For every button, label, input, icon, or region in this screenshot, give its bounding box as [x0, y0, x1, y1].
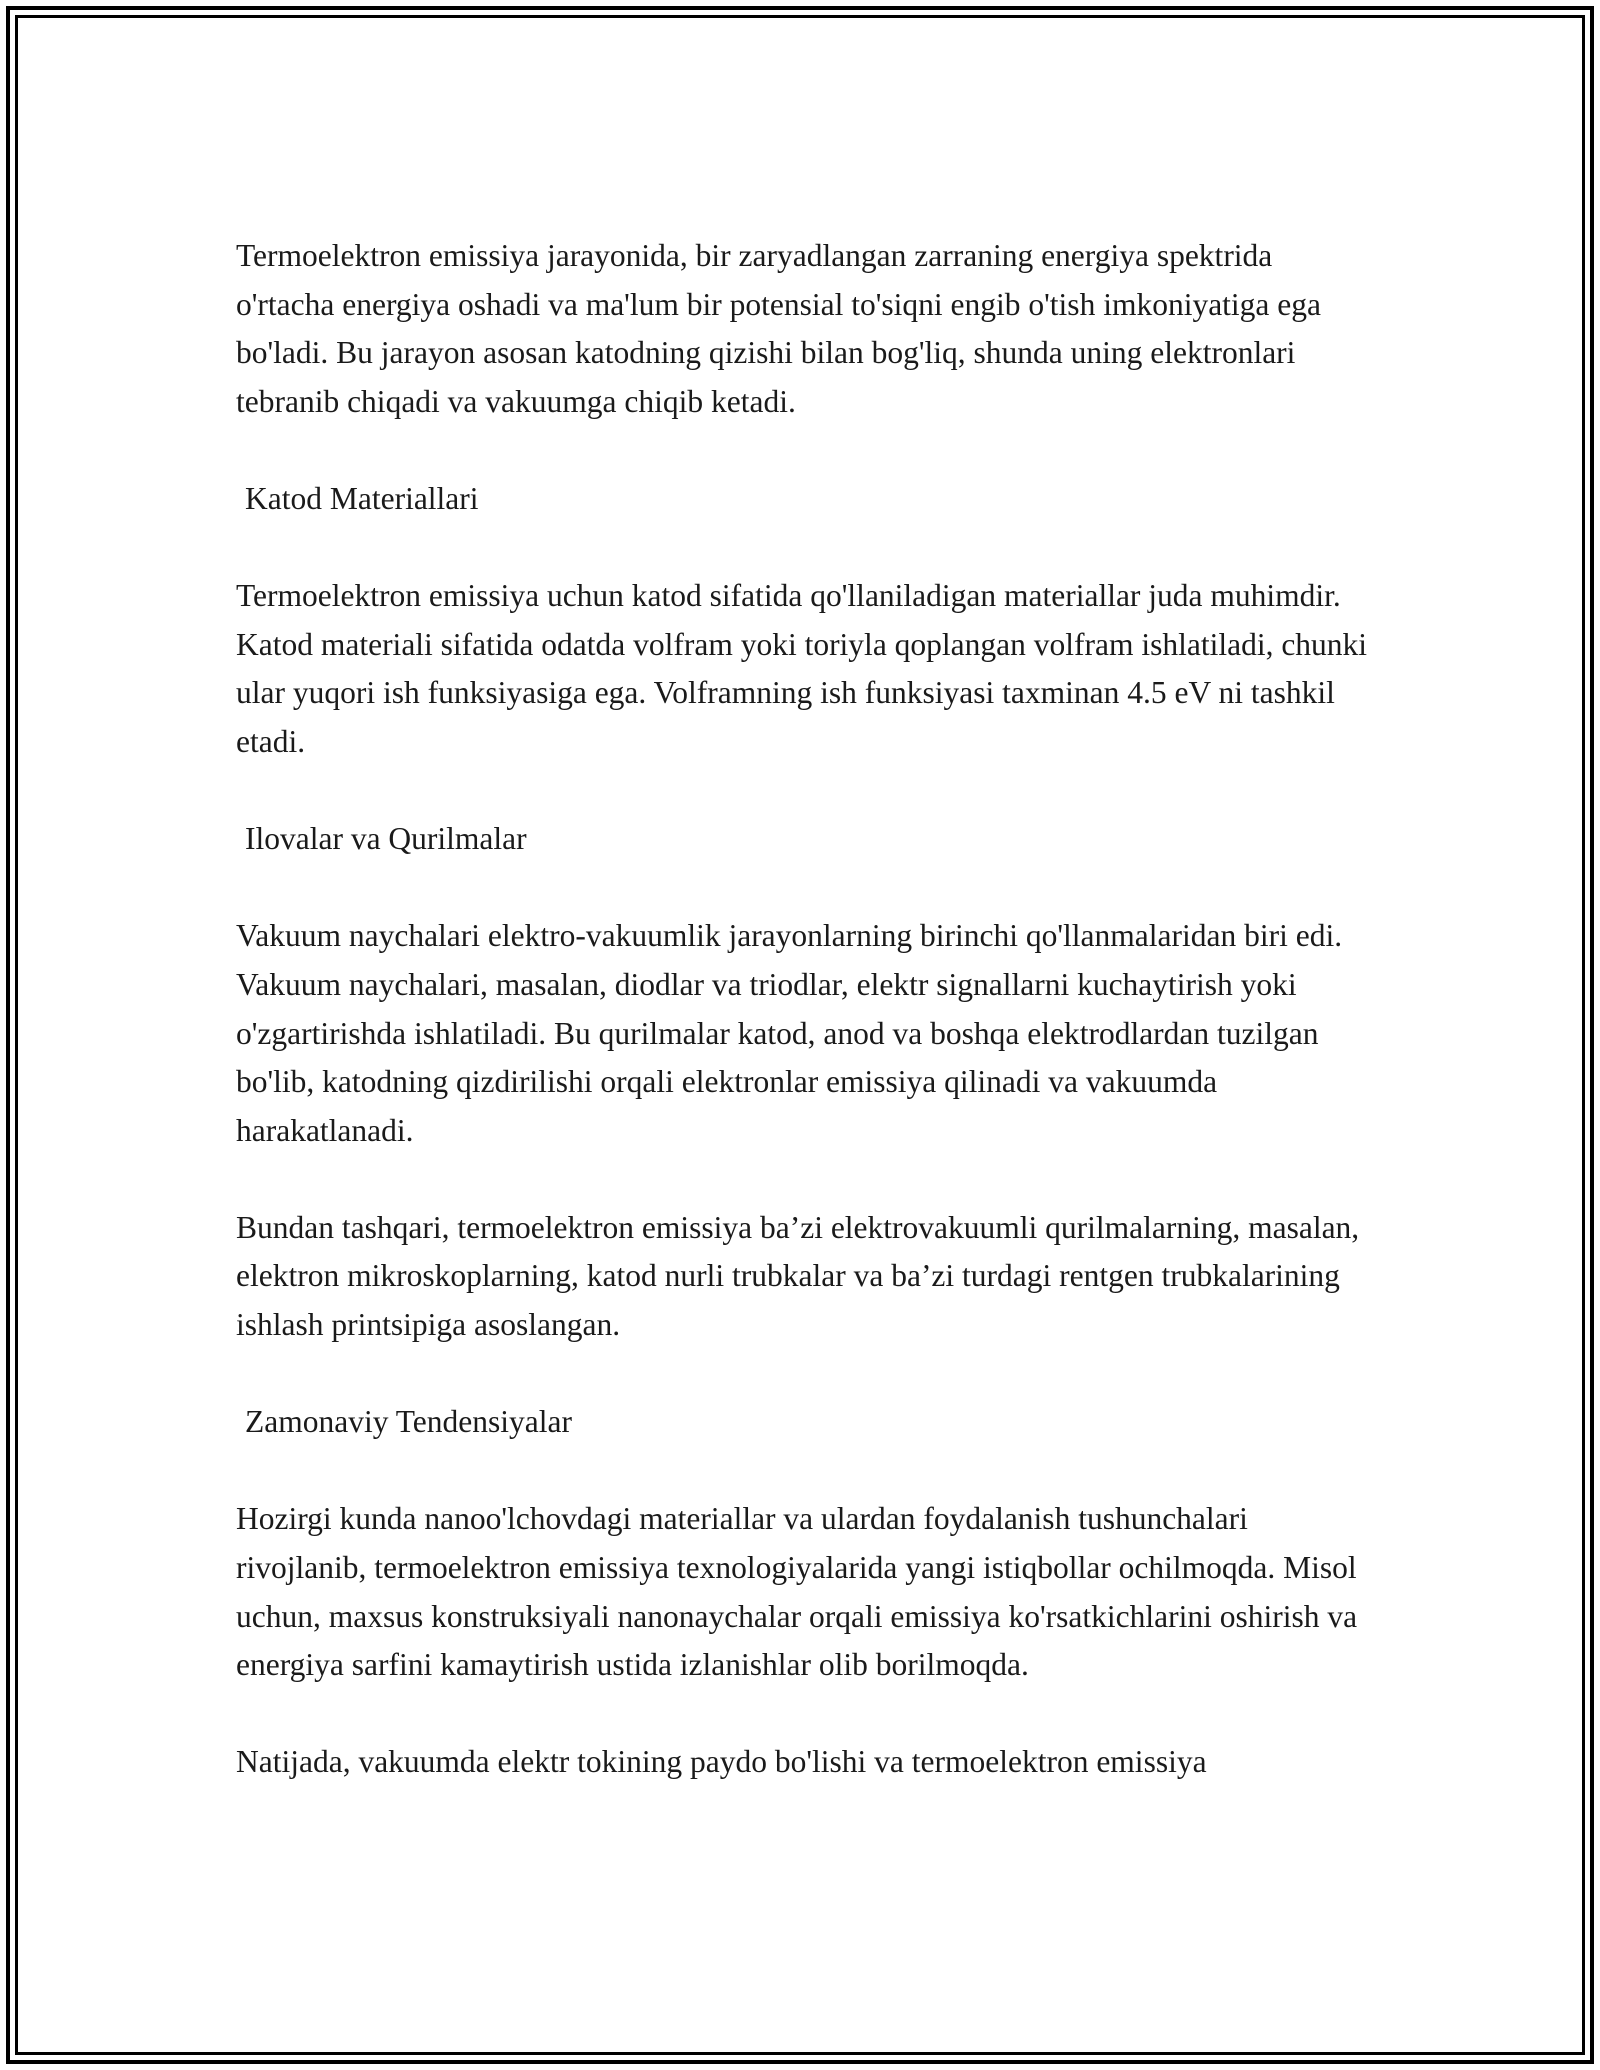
section-heading-katod-materiallari: Katod Materiallari	[245, 480, 479, 516]
section-heading-ilovalar: Ilovalar va Qurilmalar	[245, 821, 527, 857]
paragraph-katod-materials: Termoelektron emissiya uchun katod sifatida qo'llaniladigan materiallar juda muhimdir. Katod materiali sifatida odatda volfram yoki toriyla qoplangan volfram ishlatiladi, chunki ular yuqori ish funksiyasiga ega. Volframning ish funksiyasi taxminan 4.5 eV ni tashkil etadi.	[236, 578, 1368, 759]
section-heading-zamonaviy: Zamonaviy Tendensiyalar	[245, 1404, 572, 1440]
paragraph-intro: Termoelektron emissiya jarayonida, bir zaryadlangan zarraning energiya spektrida o'rtacha energiya oshadi va ma'lum bir potensial to'siqni engib o'tish imkoniyatiga ega bo'ladi. Bu jarayon asosan katodning qizishi bilan bog'liq, shunda uning elektronlari tebranib chiqadi va vakuumga chiqib ketadi.	[236, 238, 1321, 419]
document-body	[236, 232, 1376, 1787]
paragraph-vacuum-tubes: Vakuum naychalari elektro-vakuumlik jarayonlarning birinchi qo'llanmalaridan biri edi. Vakuum naychalari, masalan, diodlar va triodlar, elektr signallarni kuchaytirish yoki o'zgartirishda ishlatiladi. Bu qurilmalar katod, anod va boshqa elektrodlardan tuzilgan bo'lib, katodning qizdirilishi orqali elektronlar emissiya qilinadi va vakuumda harakatlanadi.	[236, 918, 1343, 1148]
paragraph-additional-devices: Bundan tashqari, termoelektron emissiya ba’zi elektrovakuumli qurilmalarning, masalan, elektron mikroskoplarning, katod nurli trubkalar va ba’zi turdagi rentgen trubkalarining ishlash printsipiga asoslangan.	[236, 1209, 1360, 1343]
paragraph-conclusion: Natijada, vakuumda elektr tokining paydo bo'lishi va termoelektron emissiya	[236, 1744, 1207, 1780]
paragraph-modern-trends: Hozirgi kunda nanoo'lchovdagi materiallar va ulardan foydalanish tushunchalari rivojlanib, termoelektron emissiya texnologiyalarida yangi istiqbollar ochilmoqda. Misol uchun, maxsus konstruksiyali nanonaychalar orqali emissiya ko'rsatkichlarini oshirish va energiya sarfini kamaytirish ustida izlanishlar olib borilmoqda.	[236, 1501, 1358, 1683]
